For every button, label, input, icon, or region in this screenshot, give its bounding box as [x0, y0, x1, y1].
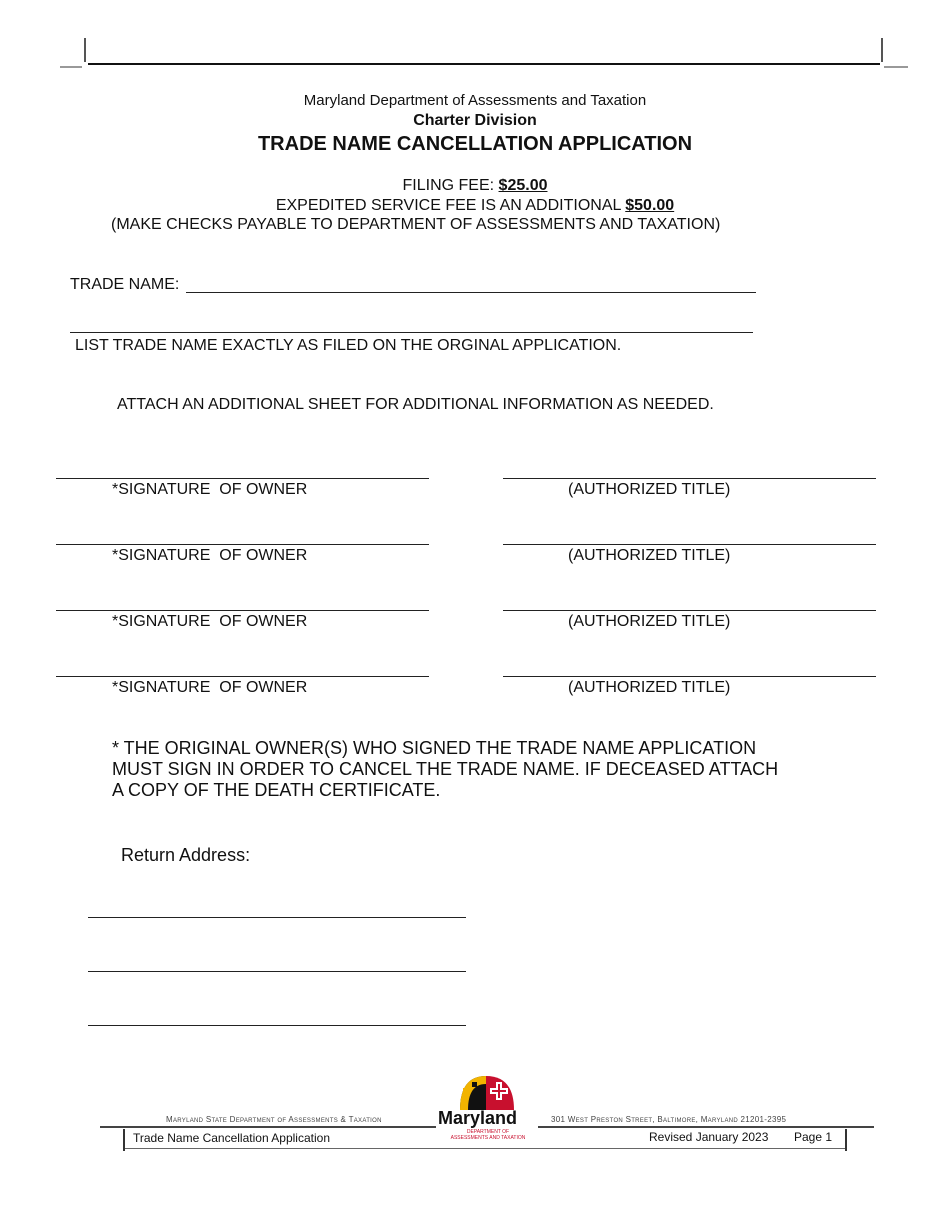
- return-address-label: Return Address:: [121, 845, 251, 865]
- filing-fee-label: FILING FEE:: [402, 177, 495, 194]
- owner-notice: [112, 738, 778, 801]
- owner-notice-line-1: * THE ORIGINAL OWNER(S) WHO SIGNED THE TRADE NAME APPLICATION: [112, 738, 757, 758]
- top-left-tick: [84, 38, 86, 62]
- agency-name: Maryland Department of Assessments and Taxation: [303, 92, 647, 109]
- trade-name-input[interactable]: [186, 274, 756, 293]
- footer-bottom-rule: [125, 1148, 845, 1149]
- footer-address: 301 West Preston Street, Baltimore, Maryland 21201-2395: [551, 1115, 787, 1124]
- attach-note: ATTACH AN ADDITIONAL SHEET FOR ADDITIONAL INFORMATION AS NEEDED.: [117, 396, 714, 413]
- checks-payable-note: (MAKE CHECKS PAYABLE TO DEPARTMENT OF ASSESSMENTS AND TAXATION): [111, 216, 721, 233]
- footer-revised: Revised January 2023: [649, 1130, 769, 1144]
- page-title: TRADE NAME CANCELLATION APPLICATION: [257, 133, 693, 155]
- owner-signature-line-1[interactable]: [56, 478, 429, 479]
- authorized-title-label-3: (AUTHORIZED TITLE): [568, 613, 731, 630]
- owner-signature-line-2[interactable]: [56, 544, 429, 545]
- owner-signature-line-4[interactable]: [56, 676, 429, 677]
- owner-signature-label-2: *SIGNATURE OF OWNER: [112, 547, 308, 564]
- logo-subtitle-1: DEPARTMENT OF: [466, 1129, 510, 1135]
- owner-signature-label-1: *SIGNATURE OF OWNER: [112, 481, 308, 498]
- trade-name-line-2[interactable]: [70, 332, 753, 333]
- logo-wordmark: Maryland: [438, 1108, 518, 1128]
- footer-agency: Maryland State Department of Assessments & Taxation: [166, 1115, 382, 1124]
- owner-signature-label-3: *SIGNATURE OF OWNER: [112, 613, 308, 630]
- footer-rule-right: [538, 1126, 874, 1128]
- owner-notice-line-3: A COPY OF THE DEATH CERTIFICATE.: [112, 780, 441, 800]
- footer-rule-left: [100, 1126, 436, 1128]
- division-name: Charter Division: [413, 112, 537, 129]
- trade-name-label: TRADE NAME:: [70, 276, 180, 293]
- authorized-title-label-4: (AUTHORIZED TITLE): [568, 679, 731, 696]
- expedited-fee: [0, 197, 950, 215]
- filing-fee: [0, 177, 950, 195]
- trade-name-instruction: LIST TRADE NAME EXACTLY AS FILED ON THE ORGINAL APPLICATION.: [75, 337, 622, 354]
- top-right-corner-mark: [884, 40, 908, 68]
- expedited-fee-amount: $50.00: [625, 197, 675, 214]
- title-line-4[interactable]: [503, 676, 876, 677]
- footer-form-name: Trade Name Cancellation Application: [133, 1131, 330, 1145]
- expedited-fee-label: EXPEDITED SERVICE FEE IS AN ADDITIONAL: [275, 197, 621, 214]
- footer-page-number: Page 1: [794, 1130, 833, 1144]
- maryland-flag-icon: [456, 1070, 518, 1112]
- return-address-line-1[interactable]: [88, 917, 466, 918]
- title-line-2[interactable]: [503, 544, 876, 545]
- top-rule: [88, 63, 880, 65]
- logo-subtitle-2: ASSESSMENTS AND TAXATION: [450, 1135, 526, 1141]
- owner-signature-label-4: *SIGNATURE OF OWNER: [112, 679, 308, 696]
- return-address-line-3[interactable]: [88, 1025, 466, 1026]
- top-left-corner-mark: [60, 40, 82, 68]
- owner-notice-line-2: MUST SIGN IN ORDER TO CANCEL THE TRADE NAME. IF DECEASED ATTACH: [112, 759, 779, 779]
- footer-right-tick: [845, 1129, 847, 1151]
- filing-fee-amount: $25.00: [498, 177, 548, 194]
- title-line-3[interactable]: [503, 610, 876, 611]
- authorized-title-label-2: (AUTHORIZED TITLE): [568, 547, 731, 564]
- top-right-tick: [881, 38, 883, 62]
- owner-signature-line-3[interactable]: [56, 610, 429, 611]
- return-address-line-2[interactable]: [88, 971, 466, 972]
- title-line-1[interactable]: [503, 478, 876, 479]
- authorized-title-label-1: (AUTHORIZED TITLE): [568, 481, 731, 498]
